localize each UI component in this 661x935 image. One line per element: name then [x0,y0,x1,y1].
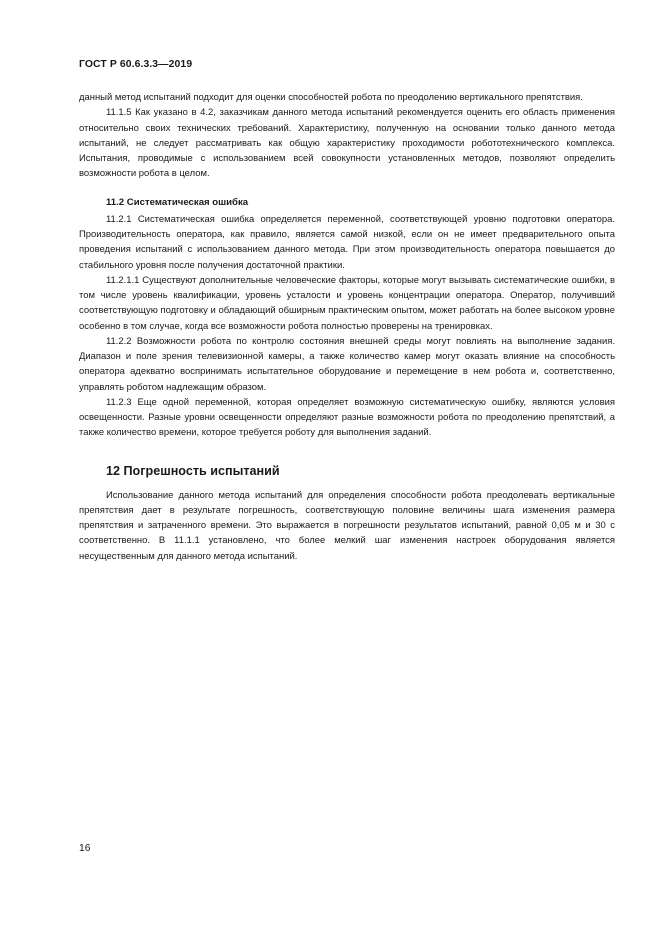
paragraph-11-2-2: 11.2.2 Возможности робота по контролю состояния внешней среды могут повлиять на выполнение задания. Диапазон и поле зрения телевизионной камеры, а также количество камер могут оказать влияние на способность оператора адекватно воспринимать испытательное оборудование и перемещение в нем робота и, соответственно, управлять роботом надлежащим образом. [79,335,615,393]
paragraph-11-2-3: 11.2.3 Еще одной переменной, которая определяет возможную систематическую ошибку, являются условия освещенности. Разные уровни освещенности определяют разные возможности робота по преодолению препятствий, а также количество времени, которое требуется роботу для выполнения заданий. [79,396,615,439]
document-body [79,90,615,564]
page-number: 16 [79,843,91,854]
paragraph-11-1-5: 11.1.5 Как указано в 4.2, заказчикам данного метода испытаний рекомендуется оценить его область применения относительно своих технических требований. Характеристику, полученную на основании только данного метода испытаний, не следует рассматривать как общую характеристику проходимости робототехнического комплекса. Испытания, проводимые с использованием всей совокупности установленных методов, позволяют определить возможности робота в целом. [79,107,615,180]
subsection-heading-11-2: 11.2 Систематическая ошибка [106,196,249,208]
paragraph-intro: данный метод испытаний подходит для оценки способностей робота по преодолению вертикального препятствия. [79,92,583,103]
paragraph-11-2-1: 11.2.1 Систематическая ошибка определяется переменной, соответствующей уровню подготовки оператора. Производительность оператора, как правило, является самой низкой, если он не имеет предварительного опыта проведения испытаний с использованием данного метода. При этом производительность оператора повышается до стабильного уровня после получения достаточной практики. [79,213,615,271]
section-heading-12: 12 Погрешность испытаний [106,463,280,478]
paragraph-12: Использование данного метода испытаний для определения способности робота преодолевать вертикальные препятствия дает в результате погрешность, соответствующую половине величины шага изменения размера препятствия и затраченного времени. Это выражается в погрешности результатов испытаний, равной 0,05 м и 30 с соответственно. В 11.1.1 установлено, что более мелкий шаг изменения настроек оборудования является несущественным для данного метода испытаний. [79,489,615,562]
document-header: ГОСТ Р 60.6.3.3—2019 [79,59,193,70]
paragraph-11-2-1-1: 11.2.1.1 Существуют дополнительные человеческие факторы, которые могут вызывать систематические ошибки, в том числе уровень квалификации, уровень усталости и уровень концентрации оператора. Оператор, получивший соответствующую подготовку и обладающий обширным практическим опытом, может работать на более высоком уровне особенно в том случае, когда все возможности робота полностью проверены на тренировках. [79,274,615,332]
